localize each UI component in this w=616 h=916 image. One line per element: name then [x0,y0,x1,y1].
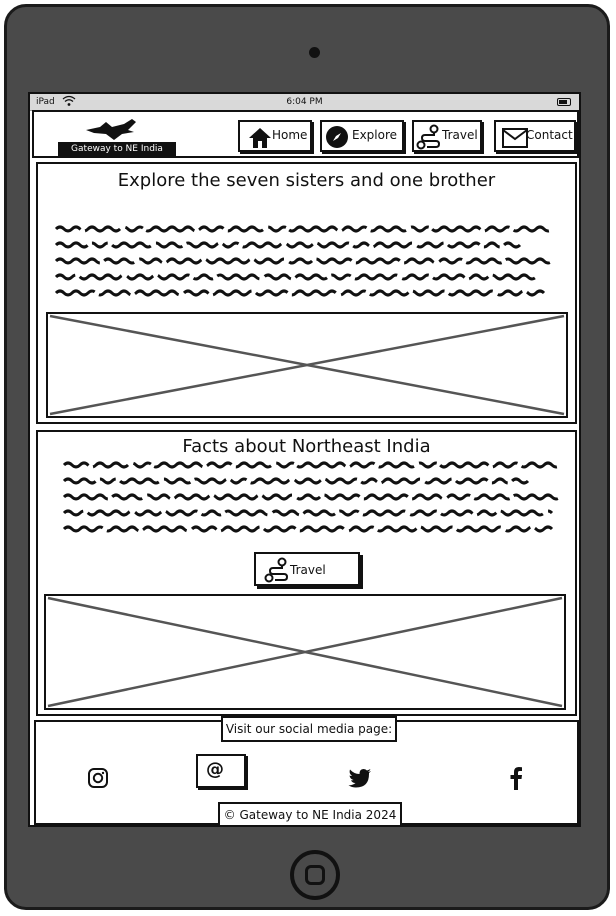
scribble-text-line [62,508,566,517]
twitter-link[interactable] [338,762,382,794]
scribble-text-line [62,460,566,469]
camera-dot [309,47,320,58]
email-link[interactable] [196,754,246,788]
scribble-text-line [62,492,566,501]
home-icon [248,127,272,149]
route-icon [416,124,442,150]
image-placeholder [44,594,566,710]
facts-heading: Facts about Northeast India [182,436,431,457]
scribble-text-line [54,256,554,265]
status-time: 6:04 PM [286,97,323,107]
explore-heading: Explore the seven sisters and one brother [117,170,496,191]
footer [34,720,579,825]
twitter-icon [348,768,372,788]
nav-home-button[interactable] [238,120,312,152]
scribble-text-line [54,272,554,281]
envelope-icon [502,128,528,148]
nav-explore-button[interactable] [320,120,404,152]
nav-contact-button[interactable] [494,120,576,152]
home-hardware-button[interactable] [290,850,340,900]
compass-icon [325,125,349,149]
brand-name: Gateway to NE India [58,142,176,156]
explore-section [36,162,577,424]
nav-contact-label: Contact [526,128,573,142]
travel-cta-label: Travel [290,563,326,577]
email-at-icon: @ [206,759,224,780]
screen [28,92,581,827]
facebook-link[interactable] [494,762,538,794]
scribble-text-line [54,240,554,249]
social-media-label: Visit our social media page: [221,716,397,742]
copyright-text: © Gateway to NE India 2024 [218,802,402,827]
facebook-icon [509,766,523,790]
battery-icon [557,98,571,106]
route-icon [264,557,290,583]
image-placeholder [46,312,568,418]
nav-explore-label: Explore [352,128,398,142]
scribble-text-line [62,524,566,533]
brand-logo[interactable] [58,116,176,156]
scribble-text-line [54,224,554,233]
nav-home-label: Home [272,128,308,142]
facts-section [36,430,577,716]
travel-cta-button[interactable] [254,552,360,586]
status-bar [30,94,579,111]
scribble-text-line [62,476,566,485]
instagram-link[interactable] [76,762,120,794]
instagram-icon [87,767,109,789]
navbar [32,110,579,158]
nav-travel-button[interactable] [412,120,482,152]
nav-travel-label: Travel [442,128,478,142]
device-name: iPad [36,97,55,107]
bird-logo-icon [84,118,142,144]
scribble-text-line [54,288,554,297]
